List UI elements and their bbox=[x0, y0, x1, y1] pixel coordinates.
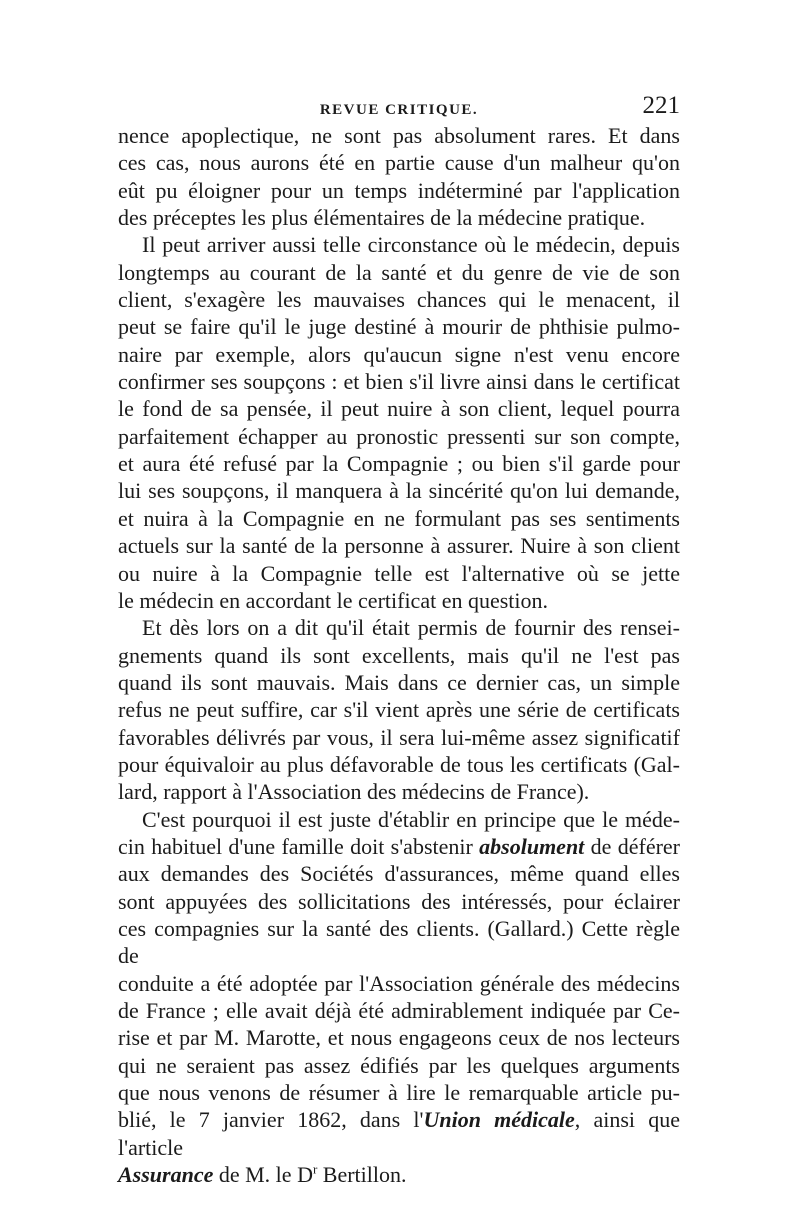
text-line bbox=[118, 997, 680, 1024]
text-line bbox=[118, 450, 680, 477]
text-line bbox=[118, 560, 680, 587]
text-run: gnements quand ils sont excellents, mais qu'il ne l'est pas bbox=[118, 642, 680, 668]
text-run: nence apoplectique, ne sont pas absolument rares. Et dans bbox=[118, 123, 680, 148]
text-line bbox=[118, 505, 680, 532]
paragraph bbox=[118, 614, 680, 805]
text-line bbox=[118, 341, 680, 368]
text-line bbox=[118, 587, 680, 614]
text-run: qui ne seraient pas assez édifiés par les quelques arguments bbox=[118, 1052, 680, 1078]
text-line bbox=[118, 286, 680, 313]
text-run: client, s'exagère les mauvaises chances qui le menacent, il bbox=[118, 287, 680, 313]
text-run: ces compagnies sur la santé des clients. (Gallard.) Cette règle de bbox=[118, 915, 680, 969]
text-run: conduite a été adoptée par l'Association générale des médecins bbox=[118, 970, 680, 996]
text-line bbox=[118, 915, 680, 970]
text-line bbox=[118, 1024, 680, 1051]
text-line bbox=[118, 313, 680, 340]
text-run: pour équivaloir au plus défavorable de tous les certificats (Gal- bbox=[118, 751, 680, 777]
text-run: longtemps au courant de la santé et du genre de vie de son bbox=[118, 259, 680, 285]
text-line bbox=[118, 1106, 680, 1161]
text-run: Il peut arriver aussi telle circonstance où le médecin, depuis bbox=[142, 232, 680, 258]
text-line bbox=[118, 888, 680, 915]
text-line bbox=[118, 259, 680, 286]
paragraph bbox=[118, 122, 680, 231]
text-line bbox=[118, 204, 680, 231]
text-run: de déférer bbox=[584, 833, 680, 859]
text-line bbox=[118, 477, 680, 504]
text-run: cin habituel d'une famille doit s'abstenir bbox=[118, 833, 480, 859]
text-run: blié, le 7 janvier 1862, dans l' bbox=[118, 1107, 424, 1133]
text-line bbox=[118, 970, 680, 997]
text-line bbox=[118, 368, 680, 395]
text-line bbox=[118, 642, 680, 669]
text-line bbox=[118, 806, 680, 833]
text-line bbox=[118, 833, 680, 860]
text-line bbox=[118, 532, 680, 559]
text-run: sont appuyées des sollicitations des intéressés, pour éclairer bbox=[118, 888, 680, 914]
italic-text: absolument bbox=[479, 833, 585, 859]
text-run: que nous venons de résumer à lire le remarquable article pu- bbox=[118, 1080, 680, 1106]
text-run: , ainsi que l'article bbox=[118, 1107, 680, 1160]
text-run: naire par exemple, alors qu'aucun signe n'est venu encore bbox=[118, 341, 680, 367]
text-run: peut se faire qu'il le juge destiné à mourir de phthisie pulmo- bbox=[118, 314, 680, 340]
body-text bbox=[118, 122, 680, 1188]
text-line bbox=[118, 231, 680, 258]
text-run: ou nuire à la Compagnie telle est l'alternative où se jette bbox=[118, 560, 680, 586]
text-line bbox=[118, 395, 680, 422]
text-run: aux demandes des Sociétés d'assurances, même quand elles bbox=[118, 861, 680, 887]
text-run: refus ne peut suffire, car s'il vient après une série de certificats bbox=[118, 697, 680, 723]
text-run: de M. le D bbox=[213, 1162, 313, 1188]
text-line bbox=[118, 860, 680, 887]
text-run: le fond de sa pensée, il peut nuire à son client, lequel pourra bbox=[118, 396, 680, 422]
text-line bbox=[118, 149, 680, 176]
text-run: le médecin en accordant le certificat en question. bbox=[118, 587, 549, 613]
text-run: de France ; elle avait déjà été admirablement indiquée par Ce- bbox=[118, 998, 680, 1023]
text-line bbox=[118, 696, 680, 723]
text-run: eût pu éloigner pour un temps indéterminé par l'application bbox=[118, 177, 680, 203]
text-line bbox=[118, 669, 680, 696]
italic-text: Assurance bbox=[118, 1162, 214, 1188]
superscript-text: r bbox=[312, 1161, 318, 1177]
page-number: 221 bbox=[642, 92, 680, 119]
text-line bbox=[118, 614, 680, 641]
paragraph bbox=[118, 231, 680, 614]
text-run: lui ses soupçons, il manquera à la sincérité qu'on lui demande, bbox=[118, 478, 680, 504]
running-title: REVUE CRITIQUE. bbox=[319, 102, 479, 118]
text-run: C'est pourquoi il est juste d'établir en principe que le méde- bbox=[142, 806, 680, 832]
text-run: et aura été refusé par la Compagnie ; ou bien s'il garde pour bbox=[118, 451, 680, 477]
text-run: lard, rapport à l'Association des médecins de France). bbox=[118, 779, 590, 805]
text-run: parfaitement échapper au pronostic pressenti sur son compte, bbox=[118, 423, 680, 449]
text-run: actuels sur la santé de la personne à assurer. Nuire à son client bbox=[118, 533, 680, 559]
text-run: favorables délivrés par vous, il sera lui-même assez significatif bbox=[118, 724, 680, 750]
text-line bbox=[118, 122, 680, 149]
text-line bbox=[118, 1052, 680, 1079]
text-run: Bertillon. bbox=[317, 1162, 407, 1188]
text-line bbox=[118, 1079, 680, 1106]
text-line bbox=[118, 177, 680, 204]
paragraph bbox=[118, 806, 680, 1189]
text-run: ces cas, nous aurons été en partie cause d'un malheur qu'on bbox=[118, 150, 680, 176]
text-line bbox=[118, 751, 680, 778]
text-run: et nuira à la Compagnie en ne formulant pas ses sentiments bbox=[118, 505, 680, 531]
text-run: confirmer ses soupçons : et bien s'il livre ainsi dans le certificat bbox=[118, 369, 680, 395]
text-line bbox=[118, 724, 680, 751]
text-line bbox=[118, 423, 680, 450]
text-line bbox=[118, 1161, 680, 1188]
text-run: rise et par M. Marotte, et nous engageons ceux de nos lecteurs bbox=[118, 1025, 680, 1051]
text-line bbox=[118, 778, 680, 805]
italic-text: Union médicale bbox=[423, 1107, 575, 1133]
text-run: des préceptes les plus élémentaires de la médecine pratique. bbox=[118, 205, 646, 231]
text-run: Et dès lors on a dit qu'il était permis de fournir des rensei- bbox=[142, 615, 680, 641]
text-run: quand ils sont mauvais. Mais dans ce dernier cas, un simple bbox=[118, 669, 680, 695]
